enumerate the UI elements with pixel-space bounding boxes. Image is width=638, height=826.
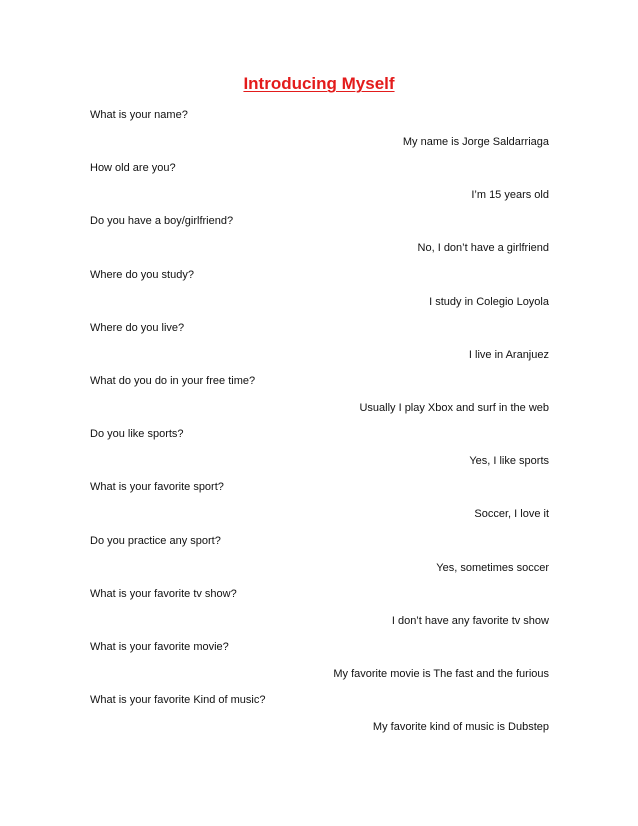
qa-list bbox=[90, 101, 549, 739]
qa-item bbox=[90, 154, 549, 207]
answer-text: My favorite kind of music is Dubstep bbox=[372, 721, 549, 734]
qa-item bbox=[90, 101, 549, 154]
question-text: What is your name? bbox=[90, 109, 188, 121]
qa-item bbox=[90, 686, 549, 739]
question-text: Do you like sports? bbox=[90, 428, 184, 441]
question-text: What is your favorite sport? bbox=[90, 481, 224, 494]
answer-text: Yes, I like sports bbox=[469, 455, 549, 468]
qa-item bbox=[90, 473, 549, 526]
answer-text: I live in Aranjuez bbox=[468, 348, 549, 361]
question-text: Do you practice any sport? bbox=[90, 534, 221, 547]
question-text: Where do you live? bbox=[90, 321, 185, 334]
qa-item bbox=[90, 420, 549, 473]
answer-text: I’m 15 years old bbox=[471, 189, 549, 202]
answer-text: I study in Colegio Loyola bbox=[429, 295, 549, 308]
qa-item bbox=[90, 580, 549, 633]
question-text: What is your favorite Kind of music? bbox=[90, 694, 266, 707]
page-title: Introducing Myself bbox=[243, 74, 395, 93]
question-text: What do you do in your free time? bbox=[90, 374, 256, 387]
question-text: Do you have a boy/girlfriend? bbox=[90, 215, 234, 228]
qa-item bbox=[90, 633, 549, 686]
answer-text: No, I don’t have a girlfriend bbox=[417, 242, 549, 255]
qa-item bbox=[90, 527, 549, 580]
question-text: How old are you? bbox=[90, 162, 176, 175]
qa-item bbox=[90, 367, 549, 420]
answer-text: My name is Jorge Saldarriaga bbox=[402, 136, 549, 148]
question-text: What is your favorite movie? bbox=[90, 640, 229, 653]
answer-text: Yes, sometimes soccer bbox=[436, 561, 549, 574]
qa-item bbox=[90, 314, 549, 367]
answer-text: I don’t have any favorite tv show bbox=[391, 614, 549, 627]
qa-item bbox=[90, 261, 549, 314]
question-text: Where do you study? bbox=[90, 268, 194, 281]
answer-text: Soccer, I love it bbox=[474, 508, 549, 521]
question-text: What is your favorite tv show? bbox=[90, 587, 237, 600]
qa-item bbox=[90, 207, 549, 260]
answer-text: Usually I play Xbox and surf in the web bbox=[359, 401, 549, 414]
answer-text: My favorite movie is The fast and the furious bbox=[333, 667, 549, 680]
